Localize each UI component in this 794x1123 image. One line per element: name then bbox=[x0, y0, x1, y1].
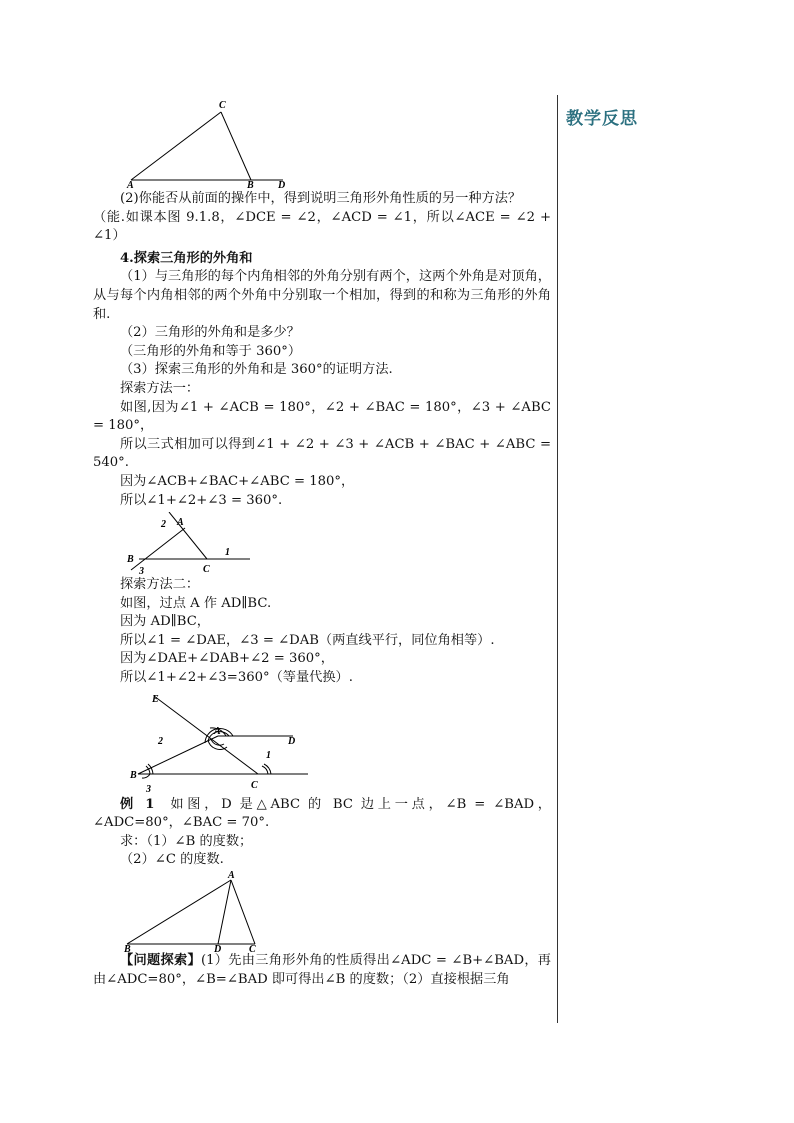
main-content bbox=[93, 96, 551, 989]
side-title: 教学反思 bbox=[566, 109, 638, 129]
fig3-label-1: 1 bbox=[266, 749, 271, 761]
method-2-line-1: 如图，过点 A 作 AD∥BC. bbox=[120, 595, 272, 611]
fig4-label-a: A bbox=[228, 870, 235, 882]
fig3-label-c: C bbox=[251, 779, 258, 791]
explore-paragraph bbox=[93, 952, 551, 989]
fig2-label-1: 1 bbox=[225, 547, 230, 559]
method-2-line-3: 所以∠1 = ∠DAE，∠3 = ∠DAB（两直线平行，同位角相等）. bbox=[120, 632, 495, 648]
fig1-label-b: B bbox=[247, 180, 254, 190]
fig3-label-d: D bbox=[288, 735, 296, 747]
method-2-line-2: 因为 AD∥BC， bbox=[120, 614, 210, 630]
fig3-label-a: A bbox=[214, 725, 221, 737]
paragraph-2: （2）三角形的外角和是多少？ bbox=[120, 325, 300, 341]
fig1-label-c: C bbox=[219, 100, 226, 111]
fig2-label-3: 3 bbox=[139, 566, 144, 577]
method-1-line-1: 如图,因为∠1 + ∠ACB = 180°，∠2 + ∠BAC = 180°，∠3 + ∠ABC = 180°， bbox=[93, 399, 551, 434]
fig2-label-2: 2 bbox=[161, 519, 166, 531]
fig4-label-c: C bbox=[249, 944, 256, 953]
fig1-label-a: A bbox=[127, 180, 134, 190]
fig2-label-c: C bbox=[203, 564, 210, 576]
figure-exterior-angles-1 bbox=[125, 512, 265, 576]
fig2-label-a: A bbox=[177, 517, 184, 529]
fig3-label-3: 3 bbox=[146, 783, 151, 795]
method-2-line-4: 因为∠DAE+∠DAB+∠2 = 360°， bbox=[120, 651, 334, 667]
example-1-question-2: （2）∠C 的度数. bbox=[120, 852, 224, 868]
fig4-label-d: D bbox=[214, 944, 222, 953]
column-divider bbox=[557, 95, 558, 1023]
example-1-question-1: 求：（1）∠B 的度数； bbox=[120, 833, 253, 849]
fig3-label-b: B bbox=[130, 769, 137, 781]
explore-text: (1）先由三角形外角的性质得出∠ADC = ∠B+∠BAD，再由∠ADC=80°，∠B=∠BAD 即可得出∠B 的度数；（2）直接根据三角 bbox=[93, 953, 551, 987]
figure-exterior-angles-2 bbox=[128, 692, 318, 796]
method-2-line-5: 所以∠1+∠2+∠3=360°（等量代换）. bbox=[120, 670, 353, 686]
paragraph-2-answer: （三角形的外角和等于 360°） bbox=[120, 343, 302, 359]
fig3-label-2: 2 bbox=[158, 735, 163, 747]
explore-label: 【问题探索】 bbox=[120, 953, 201, 969]
fig3-label-e: E bbox=[152, 693, 159, 705]
example-1 bbox=[93, 796, 551, 833]
fig1-label-d: D bbox=[278, 180, 286, 190]
fig2-label-b: B bbox=[127, 554, 134, 566]
method-1-line-4: 所以∠1+∠2+∠3 = 360°. bbox=[120, 492, 283, 508]
method-1-line-2: 所以三式相加可以得到∠1 + ∠2 + ∠3 + ∠ACB + ∠BAC + ∠ABC = 540°. bbox=[93, 436, 551, 471]
fig4-label-b: B bbox=[124, 944, 131, 953]
question-2-answer: （能.如课本图 9.1.8，∠DCE = ∠2，∠ACD = ∠1，所以∠ACE = ∠2 + ∠1） bbox=[93, 209, 551, 244]
section-4-title: 4.探索三角形的外角和 bbox=[120, 250, 253, 266]
figure-example-1 bbox=[121, 870, 271, 952]
method-1-title: 探索方法一： bbox=[120, 380, 200, 396]
figure-triangle-abc-extended bbox=[125, 96, 325, 190]
example-1-text: 如图，D 是△ABC 的 BC 边上一点，∠B = ∠BAD，∠ADC=80°，∠BAC = 70°. bbox=[93, 796, 551, 831]
method-2-title: 探索方法二： bbox=[120, 577, 200, 593]
paragraph-3: （3）探索三角形的外角和是 360°的证明方法. bbox=[120, 362, 393, 378]
paragraph-1: （1）与三角形的每个内角相邻的外角分别有两个，这两个外角是对顶角，从与每个内角相邻的两个外角中分别取一个相加，得到的和称为三角形的外角和. bbox=[93, 269, 551, 322]
example-1-label: 例 1 bbox=[120, 796, 155, 812]
method-1-line-3: 因为∠ACB+∠BAC+∠ABC = 180°， bbox=[120, 473, 355, 489]
question-2: (2)你能否从前面的操作中，得到说明三角形外角性质的另一种方法？ bbox=[120, 191, 522, 206]
